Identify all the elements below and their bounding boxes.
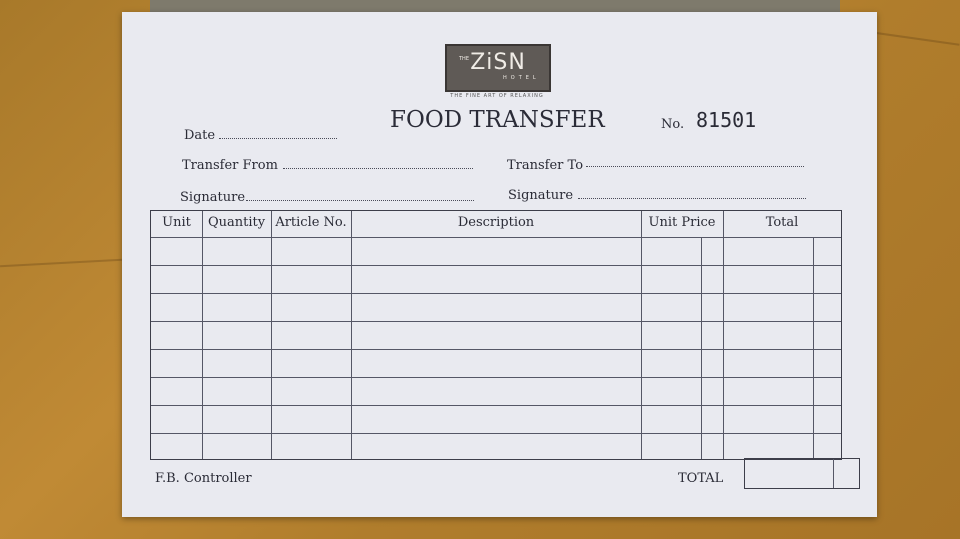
- form-title: FOOD TRANSFER: [390, 107, 605, 133]
- items-table: [150, 210, 842, 460]
- row-divider: [151, 321, 841, 322]
- date-field[interactable]: [219, 138, 337, 139]
- header-total: Total: [765, 215, 799, 230]
- fb-controller-label: F.B. Controller: [155, 471, 252, 486]
- total-cents-divider: [833, 459, 834, 488]
- row-divider: [151, 349, 841, 350]
- row-divider: [151, 265, 841, 266]
- header-unit-price: Unit Price: [648, 215, 716, 230]
- header-divider: [151, 237, 841, 238]
- row-divider: [151, 293, 841, 294]
- row-divider: [151, 377, 841, 378]
- form-number: 81501: [696, 108, 757, 132]
- column-divider: [271, 211, 272, 459]
- logo-prefix: THE: [459, 56, 469, 62]
- column-divider: [202, 211, 203, 459]
- signature-right-field[interactable]: [578, 198, 806, 199]
- column-divider: [641, 211, 642, 459]
- form-number-label: No.: [661, 117, 685, 132]
- transfer-from-label: Transfer From: [182, 158, 278, 173]
- column-divider: [351, 211, 352, 459]
- cardboard-crease: [0, 259, 122, 267]
- row-divider: [151, 433, 841, 434]
- logo-tagline: THE FINE ART OF RELAXING: [450, 93, 544, 99]
- logo-name: ZiSN: [470, 50, 526, 75]
- signature-left-field[interactable]: [246, 200, 474, 201]
- hotel-logo: [445, 44, 551, 92]
- signature-left-label: Signature: [180, 190, 246, 205]
- food-transfer-form: [122, 12, 877, 517]
- total-box[interactable]: [744, 458, 860, 489]
- header-article-no: Article No.: [275, 215, 347, 230]
- column-divider: [723, 211, 724, 459]
- signature-right-label: Signature: [508, 188, 574, 203]
- transfer-to-field[interactable]: [586, 166, 804, 167]
- cents-divider: [813, 237, 814, 459]
- header-quantity: Quantity: [207, 215, 266, 230]
- transfer-from-field[interactable]: [283, 168, 473, 169]
- transfer-to-label: Transfer To: [507, 158, 584, 173]
- header-unit: Unit: [162, 215, 191, 230]
- date-label: Date: [184, 128, 216, 143]
- row-divider: [151, 405, 841, 406]
- header-description: Description: [457, 215, 535, 230]
- total-label: TOTAL: [678, 471, 724, 486]
- cents-divider: [701, 237, 702, 459]
- logo-suffix: HOTEL: [503, 75, 540, 81]
